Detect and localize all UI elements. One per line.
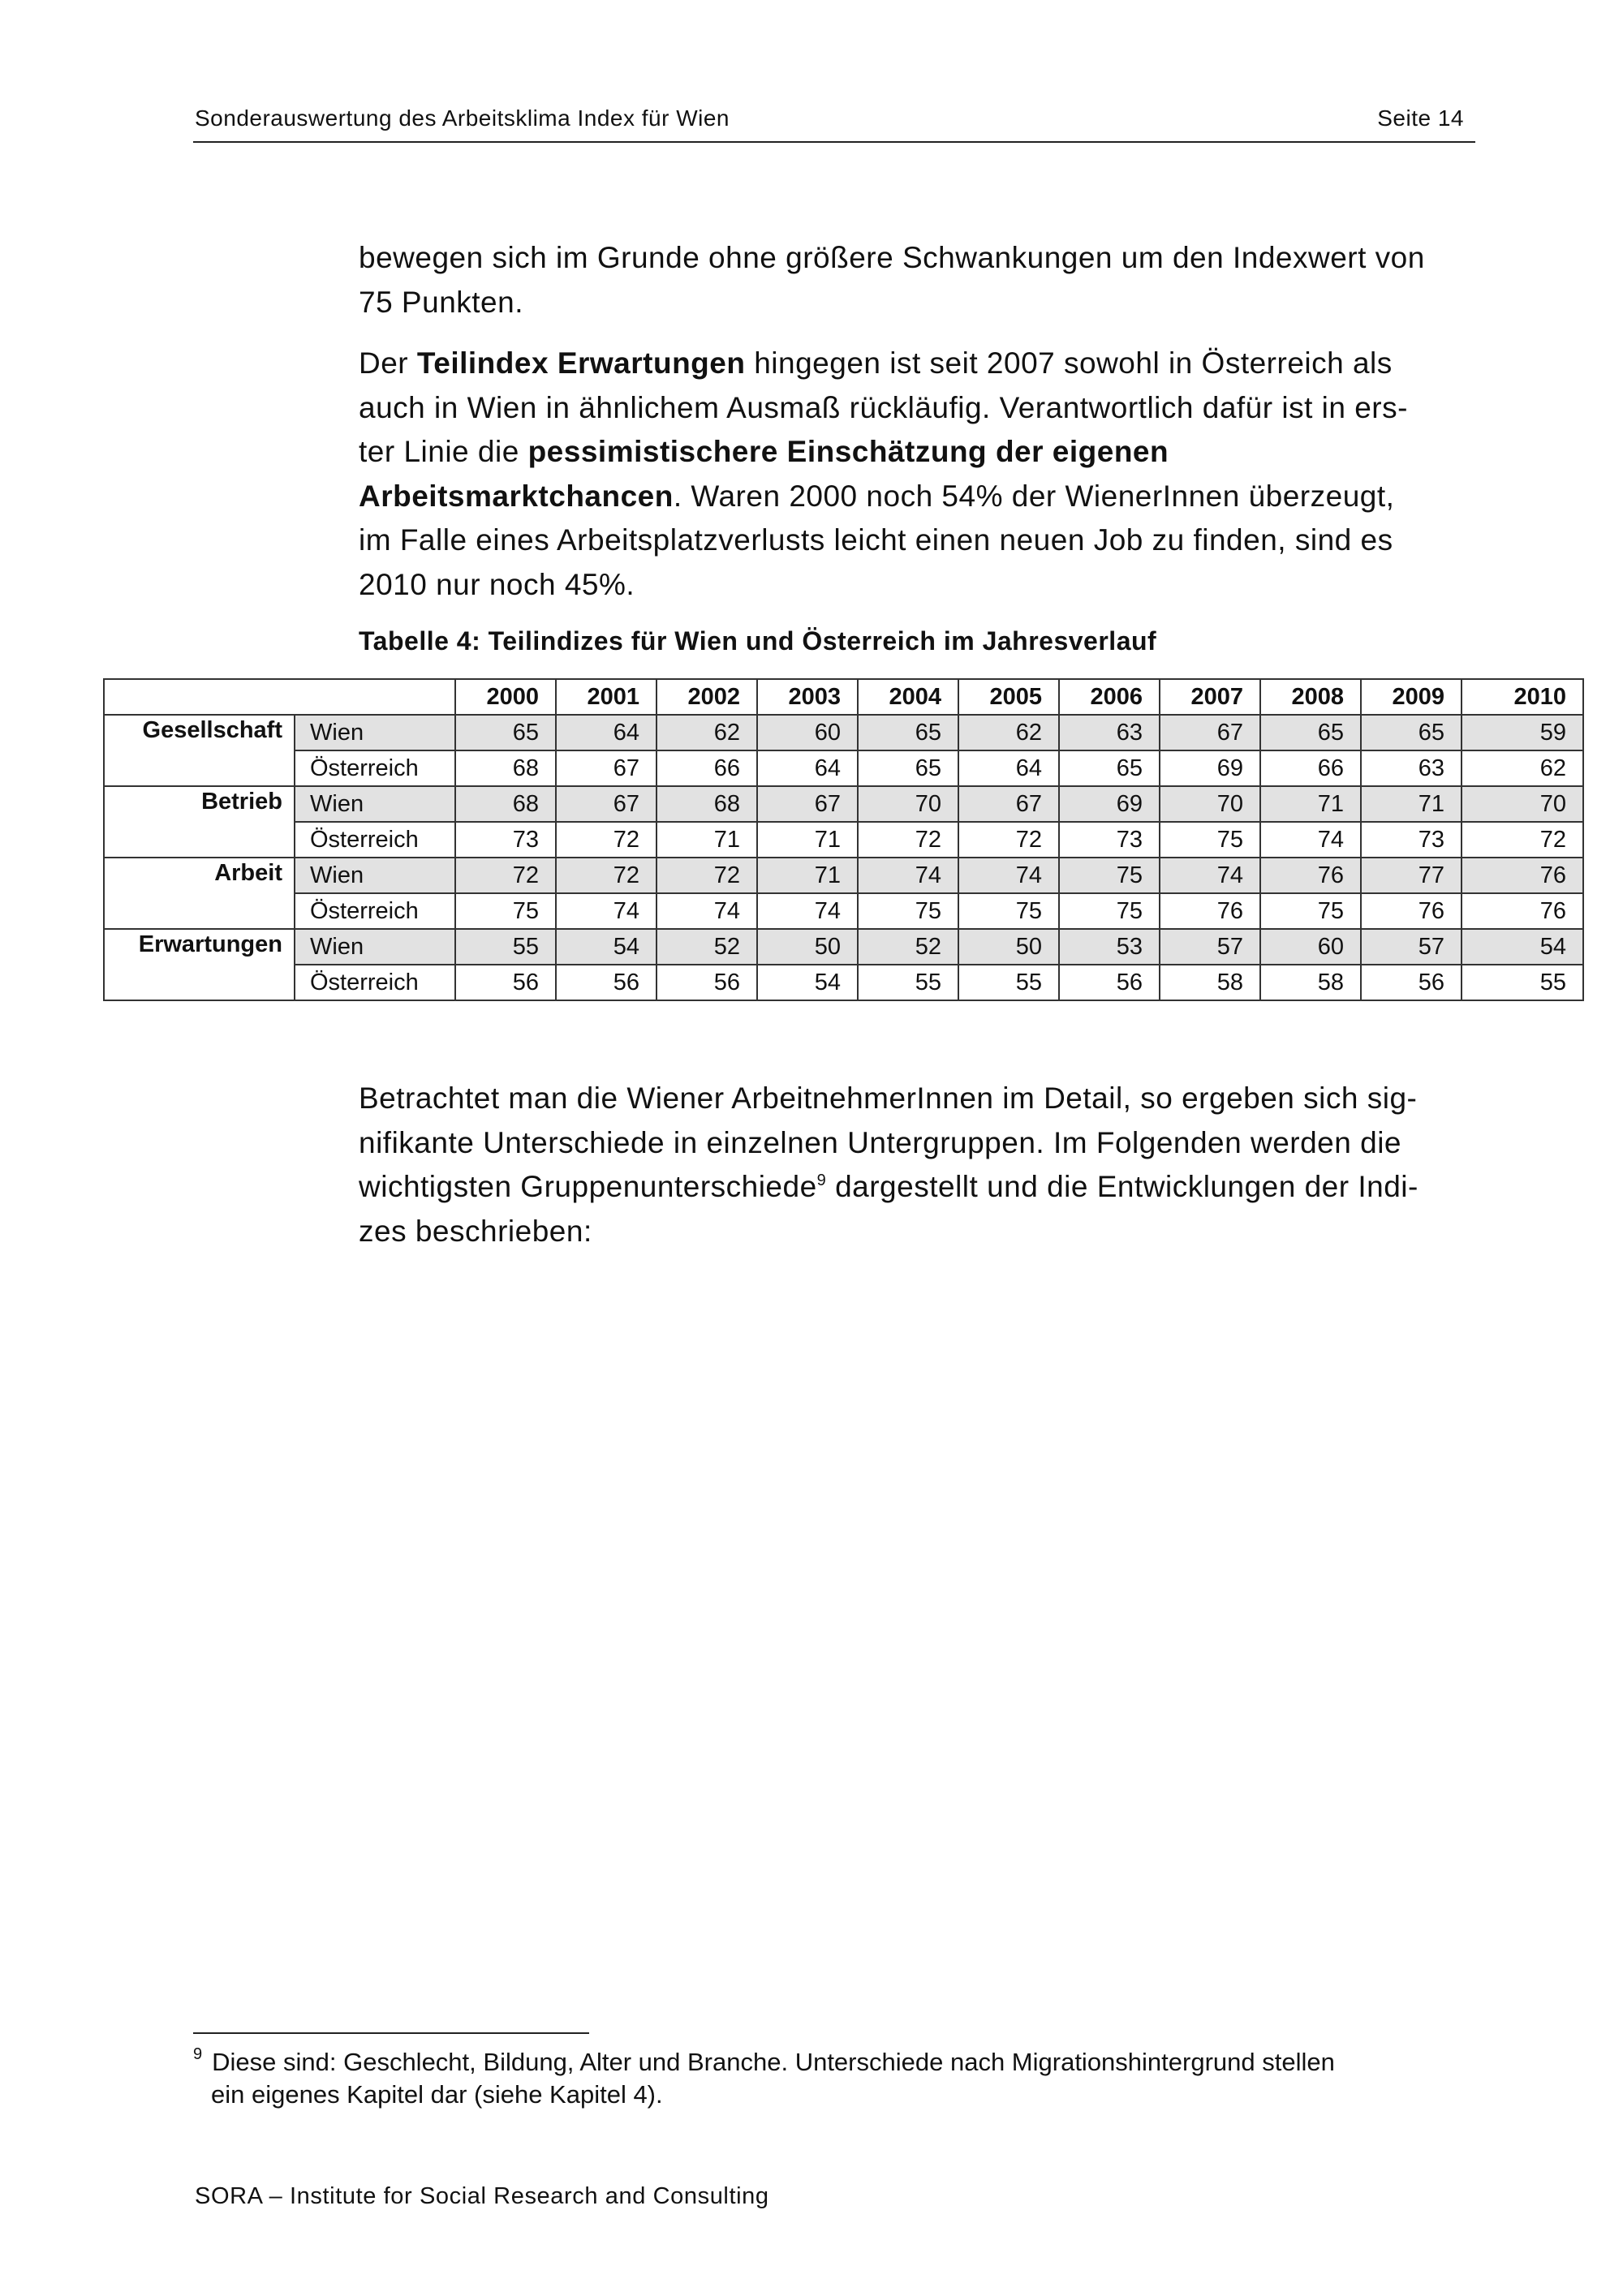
- index-value: 65: [1059, 750, 1160, 786]
- index-value: 50: [958, 929, 1059, 965]
- region-label: Österreich: [295, 822, 455, 858]
- index-value: 65: [1361, 715, 1462, 750]
- footnote-line: Diese sind: Geschlecht, Bildung, Alter und Branche. Unterschiede nach Migrationshintergrund stellen: [212, 2048, 1335, 2076]
- year-header: 2002: [657, 679, 757, 715]
- index-value: 65: [858, 715, 958, 750]
- index-value: 72: [958, 822, 1059, 858]
- index-value: 69: [1160, 750, 1260, 786]
- region-label: Wien: [295, 715, 455, 750]
- index-value: 76: [1260, 858, 1361, 893]
- index-value: 52: [657, 929, 757, 965]
- text-run: auch in Wien in ähnlichem Ausmaß rückläufig. Verantwortlich dafür ist in ers-: [359, 390, 1408, 424]
- index-value: 59: [1462, 715, 1583, 750]
- page-footer: SORA – Institute for Social Research and Consulting: [195, 2183, 769, 2209]
- paragraph-line: dargestellt und die Entwicklungen der Indi-: [826, 1170, 1419, 1203]
- index-value: 71: [1260, 786, 1361, 822]
- index-value: 72: [455, 858, 556, 893]
- text-run: 2010 nur noch 45%.: [359, 567, 635, 601]
- index-value: 72: [556, 858, 657, 893]
- index-value: 74: [556, 893, 657, 929]
- paragraph-line: nifikante Unterschiede in einzelnen Untergruppen. Im Folgenden werden die: [359, 1125, 1401, 1159]
- index-value: 74: [1260, 822, 1361, 858]
- text-run: im Falle eines Arbeitsplatzverlusts leicht einen neuen Job zu finden, sind es: [359, 523, 1393, 557]
- year-header: 2010: [1462, 679, 1583, 715]
- paragraph-line: wichtigsten Gruppenunterschiede: [359, 1170, 817, 1203]
- index-value: 50: [757, 929, 858, 965]
- index-value: 65: [1260, 715, 1361, 750]
- table-row: [104, 858, 1583, 893]
- paragraph-line: bewegen sich im Grunde ohne größere Schwankungen um den Indexwert von: [359, 241, 1425, 274]
- index-value: 77: [1361, 858, 1462, 893]
- year-header: 2000: [455, 679, 556, 715]
- year-header: 2006: [1059, 679, 1160, 715]
- year-header: 2008: [1260, 679, 1361, 715]
- index-value: 56: [556, 965, 657, 1000]
- index-value: 67: [556, 786, 657, 822]
- table-caption: Tabelle 4: Teilindizes für Wien und Österreich im Jahresverlauf: [359, 626, 1157, 656]
- bold-term: Arbeitsmarktchancen: [359, 479, 674, 513]
- paragraph-line: 75 Punkten.: [359, 285, 523, 319]
- index-value: 75: [958, 893, 1059, 929]
- text-run: . Waren 2000 noch 54% der WienerInnen überzeugt,: [673, 479, 1395, 513]
- table-row: [104, 750, 1583, 786]
- table-corner-cell: [104, 679, 455, 715]
- paragraph-intro: [359, 236, 1479, 325]
- index-value: 55: [958, 965, 1059, 1000]
- year-header: 2005: [958, 679, 1059, 715]
- index-value: 55: [455, 929, 556, 965]
- index-value: 56: [455, 965, 556, 1000]
- index-value: 57: [1361, 929, 1462, 965]
- index-value: 74: [657, 893, 757, 929]
- page-number: Seite 14: [1377, 105, 1464, 131]
- region-label: Wien: [295, 786, 455, 822]
- group-label: Arbeit: [104, 858, 295, 929]
- bold-term: Teilindex Erwartungen: [416, 346, 746, 380]
- index-value: 72: [1462, 822, 1583, 858]
- index-value: 56: [657, 965, 757, 1000]
- paragraph-line: zes beschrieben:: [359, 1214, 592, 1248]
- paragraph-line: Betrachtet man die Wiener ArbeitnehmerInnen im Detail, so ergeben sich sig-: [359, 1081, 1418, 1115]
- year-header: 2001: [556, 679, 657, 715]
- group-label: Erwartungen: [104, 929, 295, 1000]
- footnote-mark: 9: [193, 2045, 203, 2063]
- index-value: 65: [455, 715, 556, 750]
- index-value: 54: [556, 929, 657, 965]
- index-value: 67: [757, 786, 858, 822]
- index-value: 74: [958, 858, 1059, 893]
- index-value: 70: [1462, 786, 1583, 822]
- paragraph-expectations: [359, 342, 1479, 607]
- index-value: 62: [657, 715, 757, 750]
- index-value: 55: [1462, 965, 1583, 1000]
- footnote-divider: [193, 2032, 589, 2034]
- bold-term: pessimistischere Einschätzung der eigenen: [527, 435, 1169, 468]
- index-value: 74: [757, 893, 858, 929]
- index-value: 57: [1160, 929, 1260, 965]
- region-label: Wien: [295, 929, 455, 965]
- table-row: [104, 715, 1583, 750]
- index-value: 71: [757, 822, 858, 858]
- index-value: 66: [657, 750, 757, 786]
- table-row: [104, 822, 1583, 858]
- index-value: 72: [556, 822, 657, 858]
- index-table: [103, 678, 1584, 1001]
- index-value: 64: [757, 750, 858, 786]
- text-run: hingegen ist seit 2007 sowohl in Österreich als: [745, 346, 1393, 380]
- index-value: 69: [1059, 786, 1160, 822]
- index-value: 67: [958, 786, 1059, 822]
- footnote: [193, 2046, 1492, 2111]
- index-value: 64: [556, 715, 657, 750]
- year-header: 2009: [1361, 679, 1462, 715]
- year-header: 2003: [757, 679, 858, 715]
- year-header: 2007: [1160, 679, 1260, 715]
- index-value: 62: [1462, 750, 1583, 786]
- index-value: 75: [455, 893, 556, 929]
- text-run: Der: [359, 346, 417, 380]
- table-row: [104, 786, 1583, 822]
- paragraph-subgroups: [359, 1077, 1479, 1253]
- index-value: 67: [1160, 715, 1260, 750]
- index-value: 52: [858, 929, 958, 965]
- index-value: 73: [1361, 822, 1462, 858]
- index-value: 63: [1361, 750, 1462, 786]
- index-value: 68: [455, 786, 556, 822]
- index-value: 56: [1361, 965, 1462, 1000]
- index-value: 76: [1462, 858, 1583, 893]
- footnote-line: ein eigenes Kapitel dar (siehe Kapitel 4).: [211, 2080, 663, 2109]
- index-value: 64: [958, 750, 1059, 786]
- index-value: 53: [1059, 929, 1160, 965]
- index-value: 68: [657, 786, 757, 822]
- group-label: Betrieb: [104, 786, 295, 858]
- index-value: 71: [757, 858, 858, 893]
- index-value: 73: [1059, 822, 1160, 858]
- index-value: 60: [1260, 929, 1361, 965]
- index-value: 68: [455, 750, 556, 786]
- footnote-reference[interactable]: 9: [816, 1172, 827, 1189]
- index-value: 56: [1059, 965, 1160, 1000]
- year-header: 2004: [858, 679, 958, 715]
- index-value: 74: [1160, 858, 1260, 893]
- index-value: 62: [958, 715, 1059, 750]
- index-value: 73: [455, 822, 556, 858]
- table-row: [104, 893, 1583, 929]
- region-label: Österreich: [295, 750, 455, 786]
- index-value: 76: [1361, 893, 1462, 929]
- index-value: 55: [858, 965, 958, 1000]
- index-value: 67: [556, 750, 657, 786]
- region-label: Österreich: [295, 893, 455, 929]
- index-value: 75: [1260, 893, 1361, 929]
- index-value: 58: [1160, 965, 1260, 1000]
- index-value: 75: [1160, 822, 1260, 858]
- region-label: Österreich: [295, 965, 455, 1000]
- table-header-row: [104, 679, 1583, 715]
- index-value: 66: [1260, 750, 1361, 786]
- index-value: 54: [757, 965, 858, 1000]
- region-label: Wien: [295, 858, 455, 893]
- index-value: 75: [1059, 858, 1160, 893]
- header-title: Sonderauswertung des Arbeitsklima Index für Wien: [195, 105, 730, 131]
- page-header: [193, 104, 1475, 143]
- index-value: 71: [657, 822, 757, 858]
- table-row: [104, 965, 1583, 1000]
- index-value: 54: [1462, 929, 1583, 965]
- index-value: 74: [858, 858, 958, 893]
- index-value: 65: [858, 750, 958, 786]
- index-value: 70: [1160, 786, 1260, 822]
- group-label: Gesellschaft: [104, 715, 295, 786]
- index-value: 60: [757, 715, 858, 750]
- index-value: 75: [1059, 893, 1160, 929]
- index-table-body: [104, 679, 1583, 1000]
- table-row: [104, 929, 1583, 965]
- index-value: 72: [858, 822, 958, 858]
- index-value: 63: [1059, 715, 1160, 750]
- index-value: 71: [1361, 786, 1462, 822]
- index-value: 76: [1462, 893, 1583, 929]
- index-value: 70: [858, 786, 958, 822]
- index-value: 76: [1160, 893, 1260, 929]
- index-value: 72: [657, 858, 757, 893]
- text-run: ter Linie die: [359, 435, 528, 468]
- index-value: 75: [858, 893, 958, 929]
- index-value: 58: [1260, 965, 1361, 1000]
